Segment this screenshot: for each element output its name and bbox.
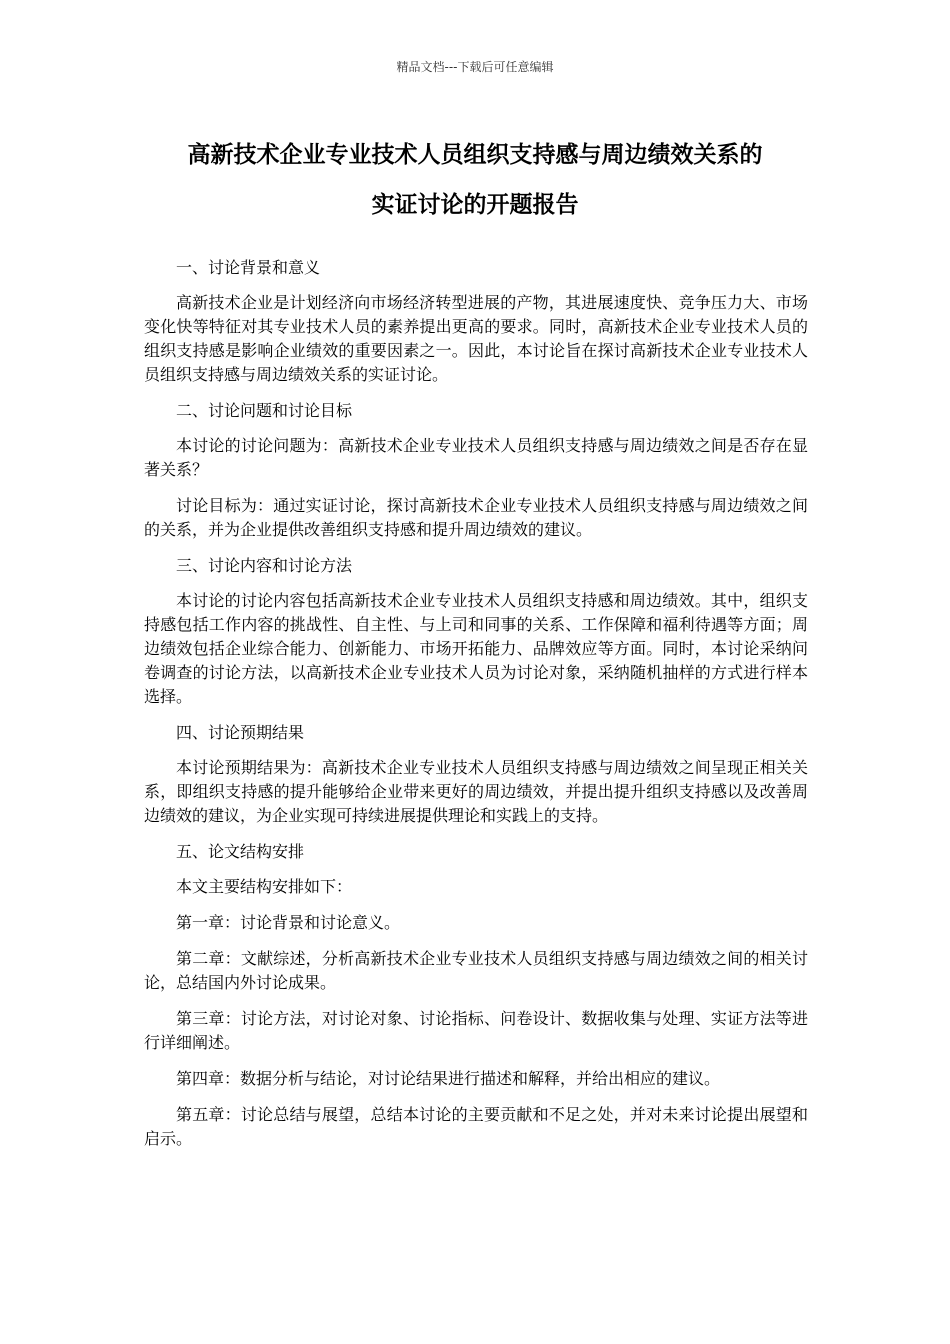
paragraph-chapter-3: 第三章：讨论方法，对讨论对象、讨论指标、问卷设计、数据收集与处理、实证方法等进行详细阐述。 <box>144 1009 808 1052</box>
header-note: 精品文档---下载后可任意编辑 <box>396 60 554 74</box>
paragraph-expected-results: 本讨论预期结果为：高新技术企业专业技术人员组织支持感与周边绩效之间呈现正相关关系，即组织支持感的提升能够给企业带来更好的周边绩效，并提出提升组织支持感以及改善周边绩效的建议，为企业实现可持续进展提供理论和实践上的支持。 <box>144 758 808 825</box>
document-title <box>120 130 830 230</box>
paragraph-background: 高新技术企业是计划经济向市场经济转型进展的产物，其进展速度快、竞争压力大、市场变化快等特征对其专业技术人员的素养提出更高的要求。同时，高新技术企业专业技术人员的组织支持感是影响企业绩效的重要因素之一。因此，本讨论旨在探讨高新技术企业专业技术人员组织支持感与周边绩效关系的实证讨论。 <box>144 293 808 384</box>
paragraph-content-method: 本讨论的讨论内容包括高新技术企业专业技术人员组织支持感和周边绩效。其中，组织支持感包括工作内容的挑战性、自主性、与上司和同事的关系、工作保障和福利待遇等方面；周边绩效包括企业综合能力、创新能力、市场开拓能力、品牌效应等方面。同时，本讨论采纳问卷调查的讨论方法，以高新技术企业专业技术人员为讨论对象，采纳随机抽样的方式进行样本选择。 <box>144 591 808 706</box>
paragraph-chapter-5: 第五章：讨论总结与展望，总结本讨论的主要贡献和不足之处，并对未来讨论提出展望和启示。 <box>144 1105 808 1148</box>
paragraph-structure-intro: 本文主要结构安排如下： <box>176 877 353 896</box>
section-heading-background: 一、讨论背景和意义 <box>176 258 321 277</box>
title-line-1: 高新技术企业专业技术人员组织支持感与周边绩效关系的 <box>187 142 763 168</box>
section-heading-structure: 五、论文结构安排 <box>176 842 305 861</box>
paragraph-chapter-4: 第四章：数据分析与结论，对讨论结果进行描述和解释，并给出相应的建议。 <box>176 1069 721 1088</box>
section-heading-content-method: 三、讨论内容和讨论方法 <box>176 556 353 575</box>
paragraph-goal: 讨论目标为：通过实证讨论，探讨高新技术企业专业技术人员组织支持感与周边绩效之间的关系，并为企业提供改善组织支持感和提升周边绩效的建议。 <box>144 496 808 539</box>
paragraph-chapter-1: 第一章：讨论背景和讨论意义。 <box>176 913 401 932</box>
section-heading-questions: 二、讨论问题和讨论目标 <box>176 401 353 420</box>
paragraph-question: 本讨论的讨论问题为：高新技术企业专业技术人员组织支持感与周边绩效之间是否存在显著关系？ <box>144 436 808 479</box>
title-line-2: 实证讨论的开题报告 <box>371 192 579 218</box>
document-body <box>144 256 808 1163</box>
section-heading-expected-results: 四、讨论预期结果 <box>176 723 305 742</box>
paragraph-chapter-2: 第二章：文献综述，分析高新技术企业专业技术人员组织支持感与周边绩效之间的相关讨论，总结国内外讨论成果。 <box>144 949 808 992</box>
